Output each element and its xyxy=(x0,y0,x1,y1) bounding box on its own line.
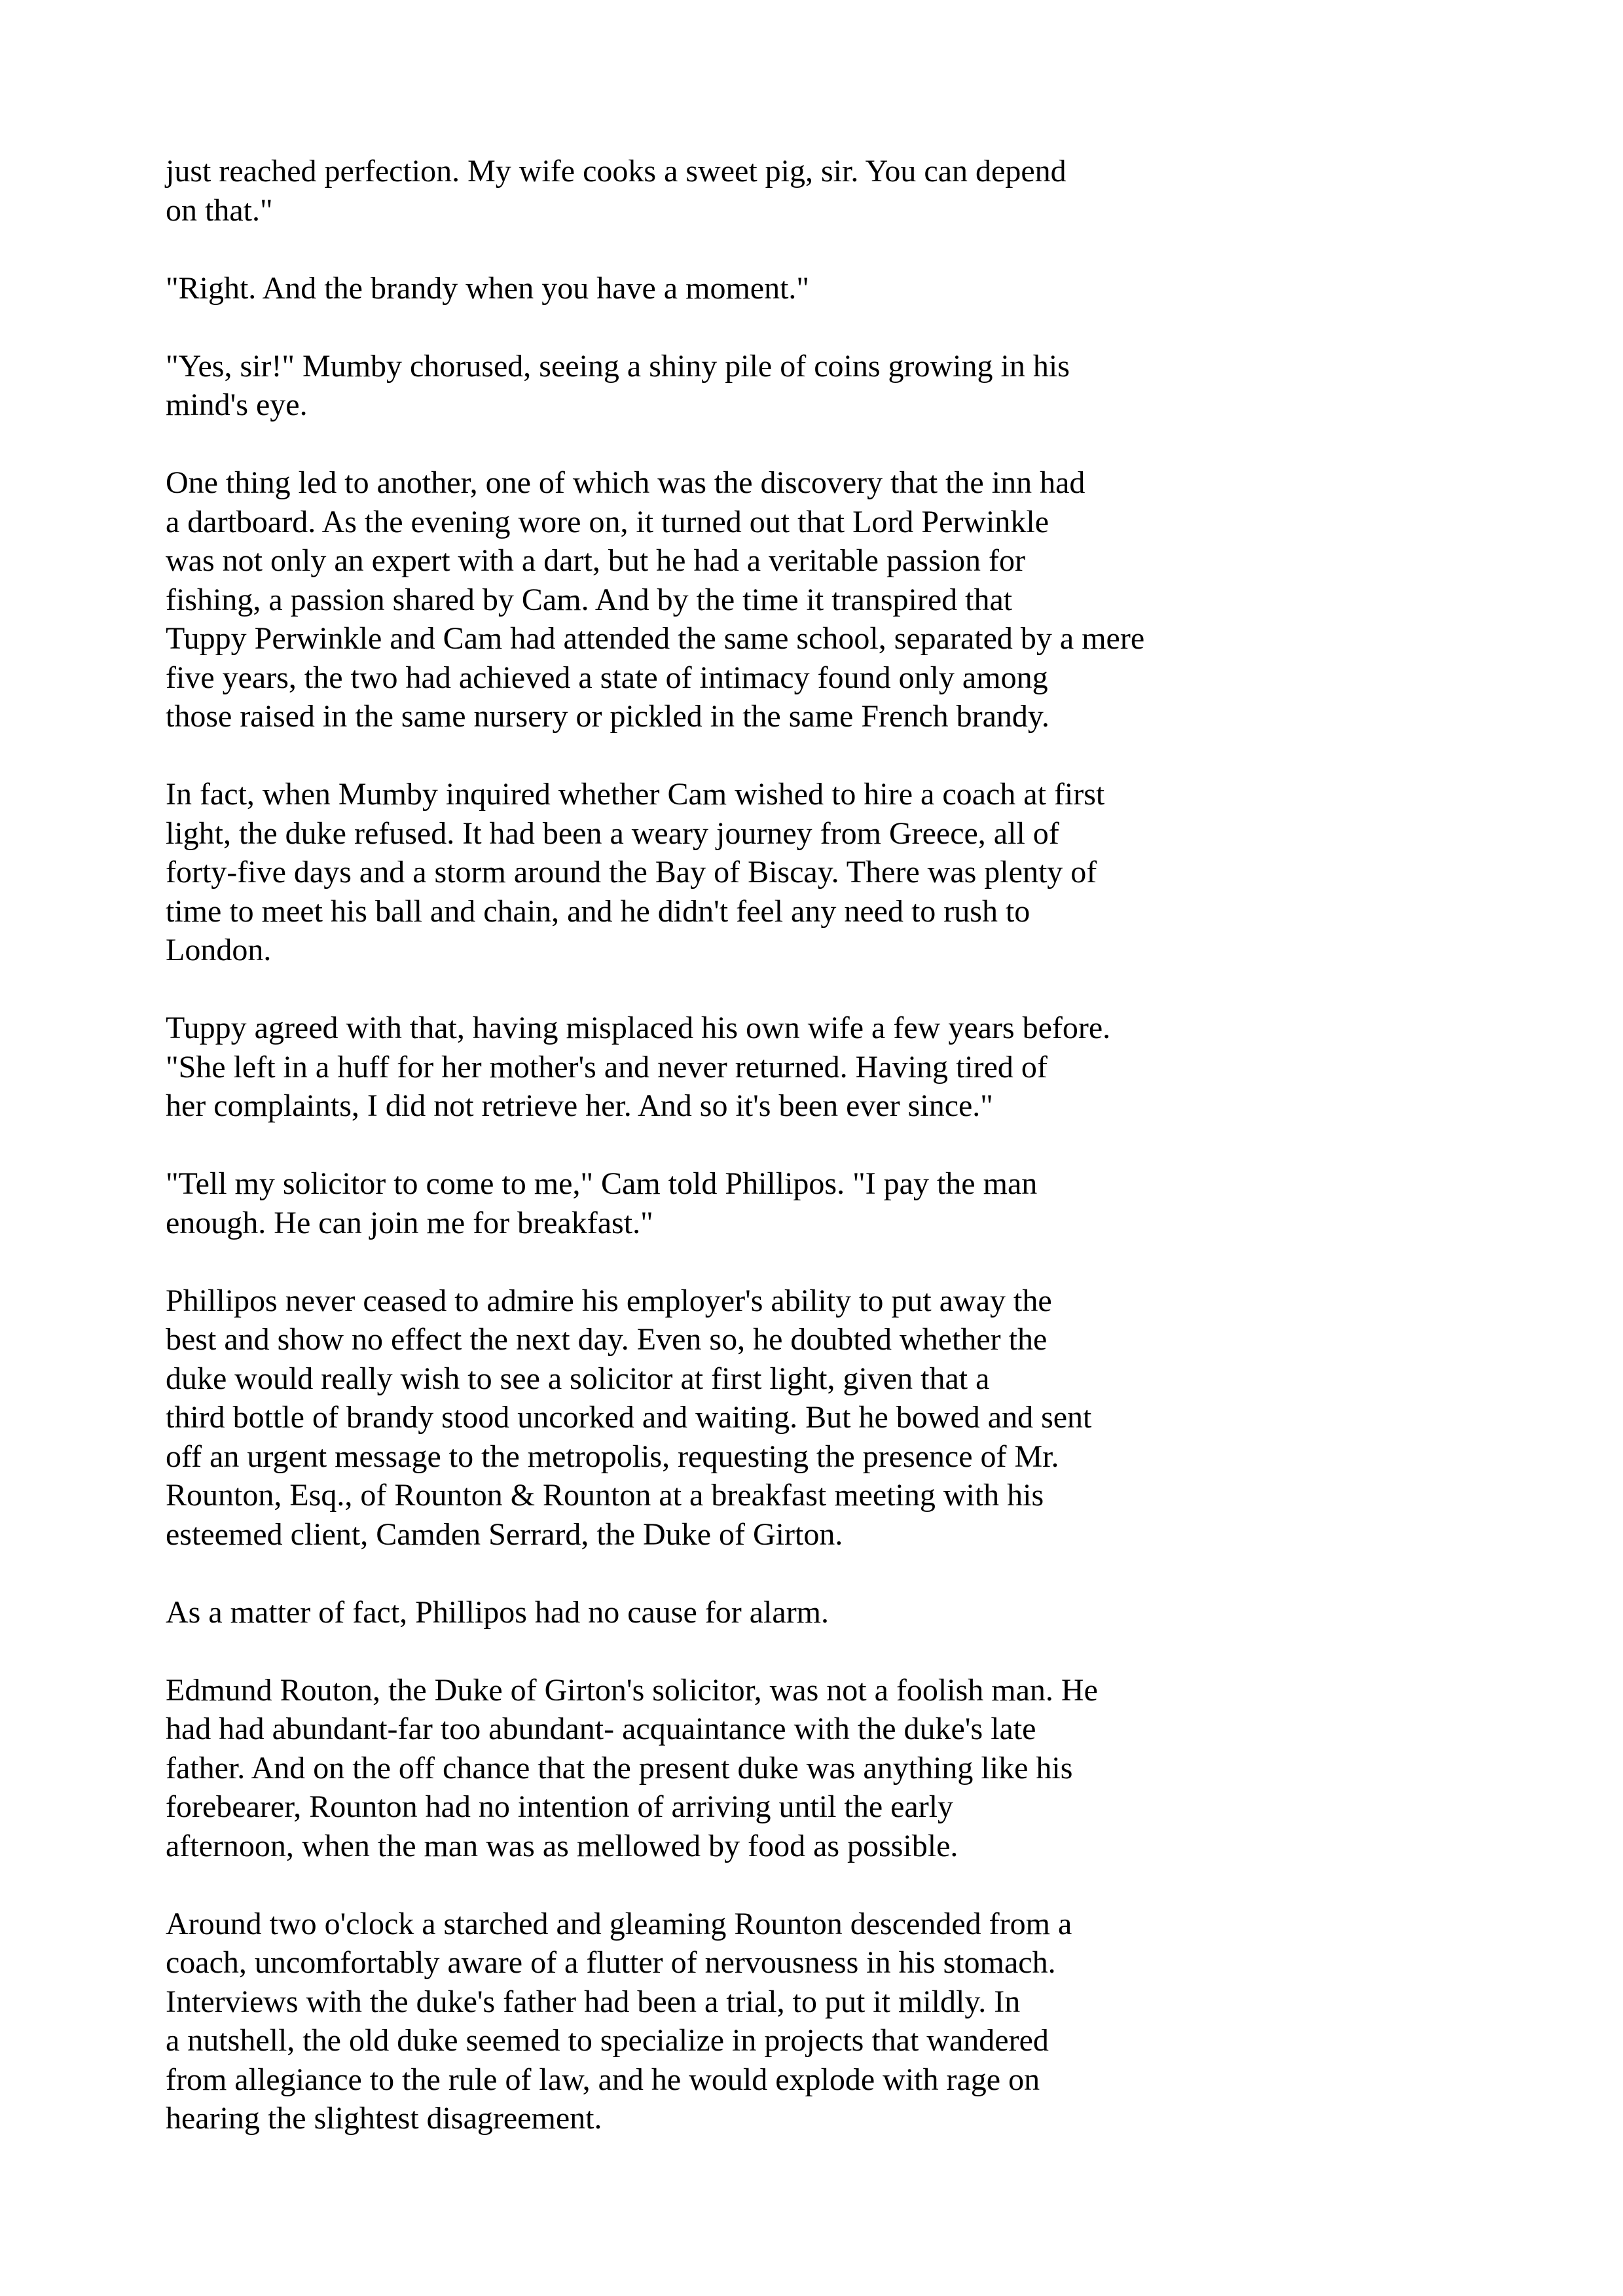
text-line: Tuppy Perwinkle and Cam had attended the same school, separated by a mere xyxy=(166,621,1145,656)
text-line: esteemed client, Camden Serrard, the Duke of Girton. xyxy=(166,1516,843,1552)
text-line: London. xyxy=(166,933,272,967)
text-line: forty-five days and a storm around the Bay of Biscay. There was plenty of xyxy=(166,855,1097,889)
paragraph-8 xyxy=(166,1282,1475,1554)
paragraph-3 xyxy=(166,347,1475,425)
text-line: father. And on the off chance that the present duke was anything like his xyxy=(166,1750,1073,1785)
text-line: Phillipos never ceased to admire his employer's ability to put away the xyxy=(166,1283,1052,1318)
text-line: on that." xyxy=(166,192,273,228)
text-line: duke would really wish to see a solicitor at first light, given that a xyxy=(166,1361,990,1396)
paragraph-7 xyxy=(166,1164,1475,1242)
text-line: In fact, when Mumby inquired whether Cam wished to hire a coach at first xyxy=(166,777,1105,812)
document-body xyxy=(166,152,1475,2138)
text-line: Edmund Routon, the Duke of Girton's solicitor, was not a foolish man. He xyxy=(166,1672,1098,1708)
paragraph-2 xyxy=(166,269,1475,308)
text-line: had had abundant-far too abundant- acquaintance with the duke's late xyxy=(166,1712,1036,1746)
text-line: "She left in a huff for her mother's and never returned. Having tired of xyxy=(166,1049,1048,1085)
text-line: light, the duke refused. It had been a weary journey from Greece, all of xyxy=(166,816,1059,851)
paragraph-11 xyxy=(166,1905,1475,2138)
text-line: best and show no effect the next day. Even so, he doubted whether the xyxy=(166,1322,1048,1357)
text-line: from allegiance to the rule of law, and he would explode with rage on xyxy=(166,2062,1040,2097)
text-line: Interviews with the duke's father had been a trial, to put it mildly. In xyxy=(166,1984,1021,2019)
text-line: off an urgent message to the metropolis, requesting the presence of Mr. xyxy=(166,1439,1059,1474)
text-line: "Yes, sir!" Mumby chorused, seeing a shiny pile of coins growing in his xyxy=(166,348,1070,384)
text-line: One thing led to another, one of which was the discovery that the inn had xyxy=(166,465,1085,500)
text-line: a dartboard. As the evening wore on, it turned out that Lord Perwinkle xyxy=(166,504,1049,539)
text-line: mind's eye. xyxy=(166,387,308,422)
text-line: afternoon, when the man was as mellowed by food as possible. xyxy=(166,1828,958,1863)
paragraph-6 xyxy=(166,1009,1475,1126)
text-line: coach, uncomfortably aware of a flutter of nervousness in his stomach. xyxy=(166,1945,1056,1980)
paragraph-9 xyxy=(166,1593,1475,1632)
paragraph-4 xyxy=(166,463,1475,736)
paragraph-10 xyxy=(166,1671,1475,1866)
paragraph-1 xyxy=(166,152,1475,230)
text-line: those raised in the same nursery or pickled in the same French brandy. xyxy=(166,699,1049,734)
text-line: time to meet his ball and chain, and he didn't feel any need to rush to xyxy=(166,893,1030,929)
text-line: enough. He can join me for breakfast." xyxy=(166,1205,653,1240)
text-line: Around two o'clock a starched and gleaming Rounton descended from a xyxy=(166,1906,1072,1941)
text-line: hearing the slightest disagreement. xyxy=(166,2101,602,2136)
text-line: forebearer, Rounton had no intention of arriving until the early xyxy=(166,1789,954,1824)
text-line: Tuppy agreed with that, having misplaced his own wife a few years before. xyxy=(166,1011,1111,1045)
text-line: fishing, a passion shared by Cam. And by the time it transpired that xyxy=(166,582,1013,617)
text-line: "Tell my solicitor to come to me," Cam told Phillipos. "I pay the man xyxy=(166,1166,1038,1201)
text-line: was not only an expert with a dart, but he had a veritable passion for xyxy=(166,543,1025,578)
text-line: just reached perfection. My wife cooks a sweet pig, sir. You can depend xyxy=(166,154,1067,188)
text-line: "Right. And the brandy when you have a moment." xyxy=(166,270,810,306)
text-line: five years, the two had achieved a state of intimacy found only among xyxy=(166,660,1048,695)
text-line: As a matter of fact, Phillipos had no cause for alarm. xyxy=(166,1594,830,1630)
paragraph-5 xyxy=(166,775,1475,970)
text-line: third bottle of brandy stood uncorked and waiting. But he bowed and sent xyxy=(166,1400,1092,1435)
text-line: her complaints, I did not retrieve her. And so it's been ever since." xyxy=(166,1088,993,1123)
text-line: Rounton, Esq., of Rounton & Rounton at a breakfast meeting with his xyxy=(166,1478,1044,1513)
text-line: a nutshell, the old duke seemed to specialize in projects that wandered xyxy=(166,2023,1049,2058)
